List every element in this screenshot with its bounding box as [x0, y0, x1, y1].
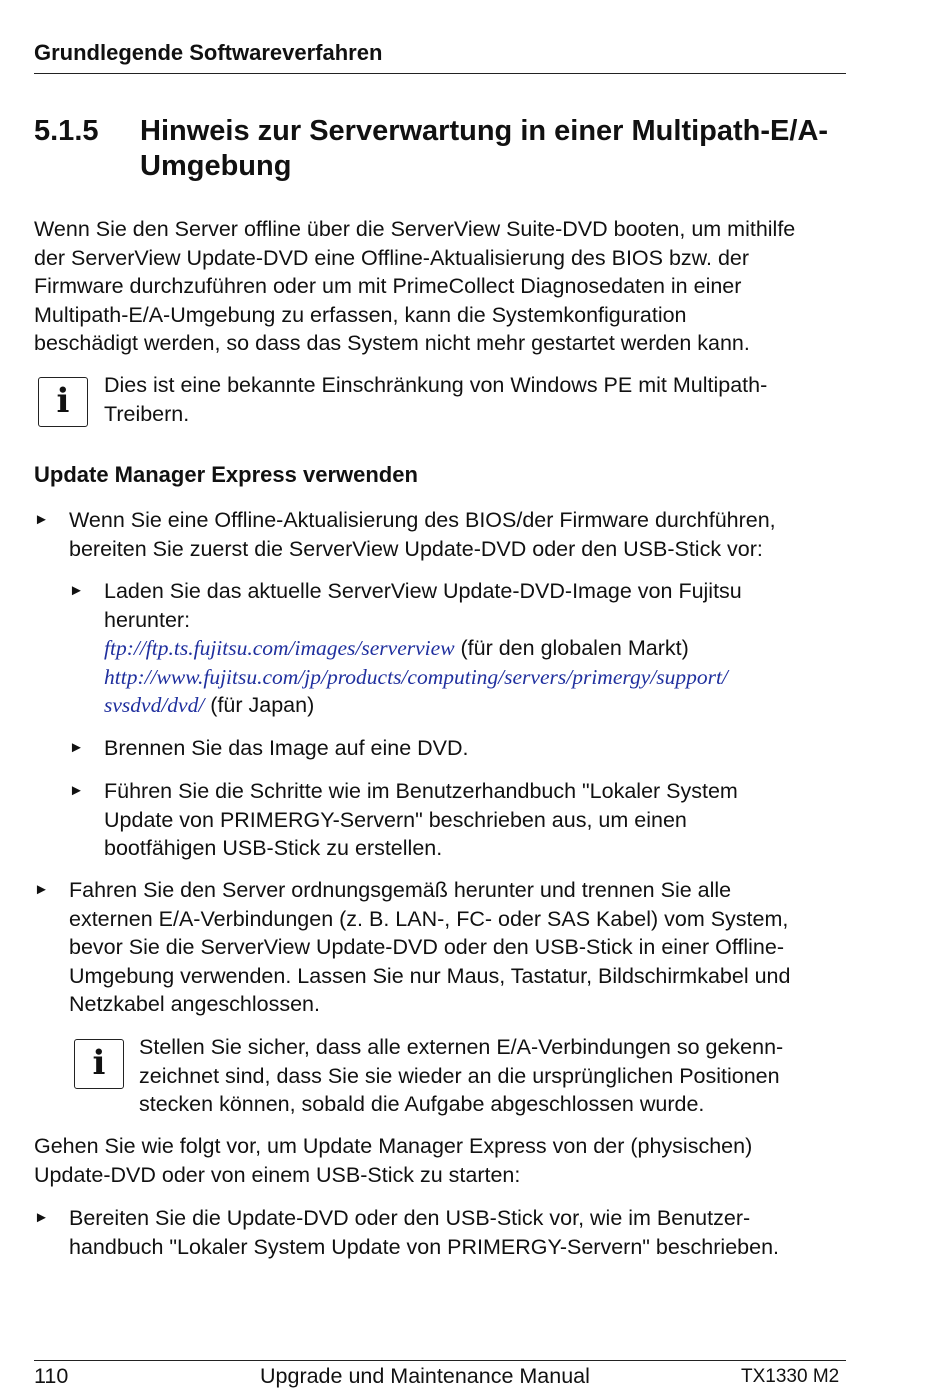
outro-paragraph — [34, 1132, 864, 1189]
running-header: Grundlegende Softwareverfahren — [34, 40, 383, 65]
bullet-arrow-icon: ► — [34, 881, 49, 898]
info-icon: i — [38, 377, 88, 427]
download-link-line — [104, 663, 864, 692]
note-text — [139, 1033, 859, 1119]
footer-rule — [34, 1360, 846, 1361]
text-line: Fahren Sie den Server ordnungsgemäß herunter und trennen Sie alle — [69, 878, 732, 902]
section-title — [140, 114, 860, 184]
section-number: 5.1.5 — [34, 115, 99, 147]
note-text — [104, 371, 844, 428]
link-note: (für Japan) — [204, 693, 315, 717]
bullet-arrow-icon: ► — [34, 1209, 49, 1226]
text-line: Führen Sie die Schritte wie im Benutzerhandbuch "Lokaler System — [104, 779, 738, 803]
section-title-line: Hinweis zur Serverwartung in einer Multipath-E/A- — [140, 115, 829, 147]
text-line: bevor Sie die ServerView Update-DVD oder den USB-Stick in einer Offline- — [69, 935, 785, 959]
sub-bullet-item — [104, 734, 864, 763]
text-line: Wenn Sie den Server offline über die ServerView Suite-DVD booten, um mithilfe — [34, 217, 796, 241]
sub-bullet-item — [104, 577, 864, 720]
text-line: der ServerView Update-DVD eine Offline-Aktualisierung des BIOS bzw. der — [34, 245, 750, 270]
model-name: TX1330 M2 — [741, 1366, 840, 1387]
header-rule — [34, 73, 846, 74]
text-line: herunter: — [104, 607, 191, 632]
ftp-link[interactable]: ftp://ftp.ts.fujitsu.com/images/serverview — [104, 636, 455, 660]
text-line: zeichnet sind, dass Sie sie wieder an die ursprünglichen Positionen — [139, 1063, 780, 1088]
web-link-continued[interactable]: svsdvd/dvd/ — [104, 693, 205, 717]
download-link-line — [104, 691, 864, 720]
bullet-item — [69, 506, 859, 563]
intro-paragraph — [34, 215, 864, 358]
text-line: Update-DVD oder von einem USB-Stick zu starten: — [34, 1162, 521, 1187]
text-line: stecken können, sobald die Aufgabe abgeschlossen wurde. — [139, 1092, 705, 1116]
bullet-arrow-icon: ► — [69, 782, 84, 799]
subheading: Update Manager Express verwenden — [34, 462, 418, 487]
text-line: handbuch "Lokaler System Update von PRIMERGY-Servern" beschrieben. — [69, 1234, 780, 1259]
text-line: beschädigt werden, so dass das System nicht mehr gestartet werden kann. — [34, 331, 750, 355]
text-line: Update von PRIMERGY-Servern" beschrieben aus, um einen — [104, 807, 687, 832]
sub-bullet-item — [104, 777, 864, 863]
page-number: 110 — [34, 1364, 69, 1388]
text-line: Netzkabel angeschlossen. — [69, 992, 320, 1016]
bullet-arrow-icon: ► — [34, 511, 49, 528]
text-line: Wenn Sie eine Offline-Aktualisierung des BIOS/der Firmware durchführen, — [69, 508, 776, 532]
manual-title: Upgrade und Maintenance Manual — [260, 1364, 590, 1388]
text-line: Gehen Sie wie folgt vor, um Update Manager Express von der (physischen) — [34, 1134, 753, 1158]
link-note: (für den globalen Markt) — [454, 636, 689, 660]
info-icon: i — [74, 1039, 124, 1089]
text-line: bootfähigen USB-Stick zu erstellen. — [104, 836, 443, 860]
text-line: Brennen Sie das Image auf eine DVD. — [104, 736, 469, 760]
text-line: Dies ist eine bekannte Einschränkung von Windows PE mit Multipath- — [104, 373, 768, 397]
text-line: Laden Sie das aktuelle ServerView Update-DVD-Image von Fujitsu — [104, 579, 742, 603]
text-line: Stellen Sie sicher, dass alle externen E/A-Verbindungen so gekenn- — [139, 1035, 784, 1059]
text-line: Multipath-E/A-Umgebung zu erfassen, kann die Systemkonfiguration — [34, 302, 687, 327]
text-line: Firmware durchzuführen oder um mit PrimeCollect Diagnosedaten in einer — [34, 274, 742, 298]
bullet-item — [69, 1204, 869, 1261]
bullet-arrow-icon: ► — [69, 582, 84, 599]
web-link[interactable]: http://www.fujitsu.com/jp/products/computing/servers/primergy/support/ — [104, 664, 728, 689]
text-line: externen E/A-Verbindungen (z. B. LAN-, FC- oder SAS Kabel) vom System, — [69, 906, 789, 931]
bullet-item — [69, 876, 869, 1019]
text-line: Treibern. — [104, 401, 190, 426]
download-link-line — [104, 634, 864, 663]
text-line: Umgebung verwenden. Lassen Sie nur Maus, Tastatur, Bildschirmkabel und — [69, 963, 791, 988]
bullet-arrow-icon: ► — [69, 739, 84, 756]
section-title-line: Umgebung — [140, 150, 292, 182]
text-line: bereiten Sie zuerst die ServerView Update-DVD oder den USB-Stick vor: — [69, 536, 763, 561]
text-line: Bereiten Sie die Update-DVD oder den USB-Stick vor, wie im Benutzer- — [69, 1206, 751, 1230]
